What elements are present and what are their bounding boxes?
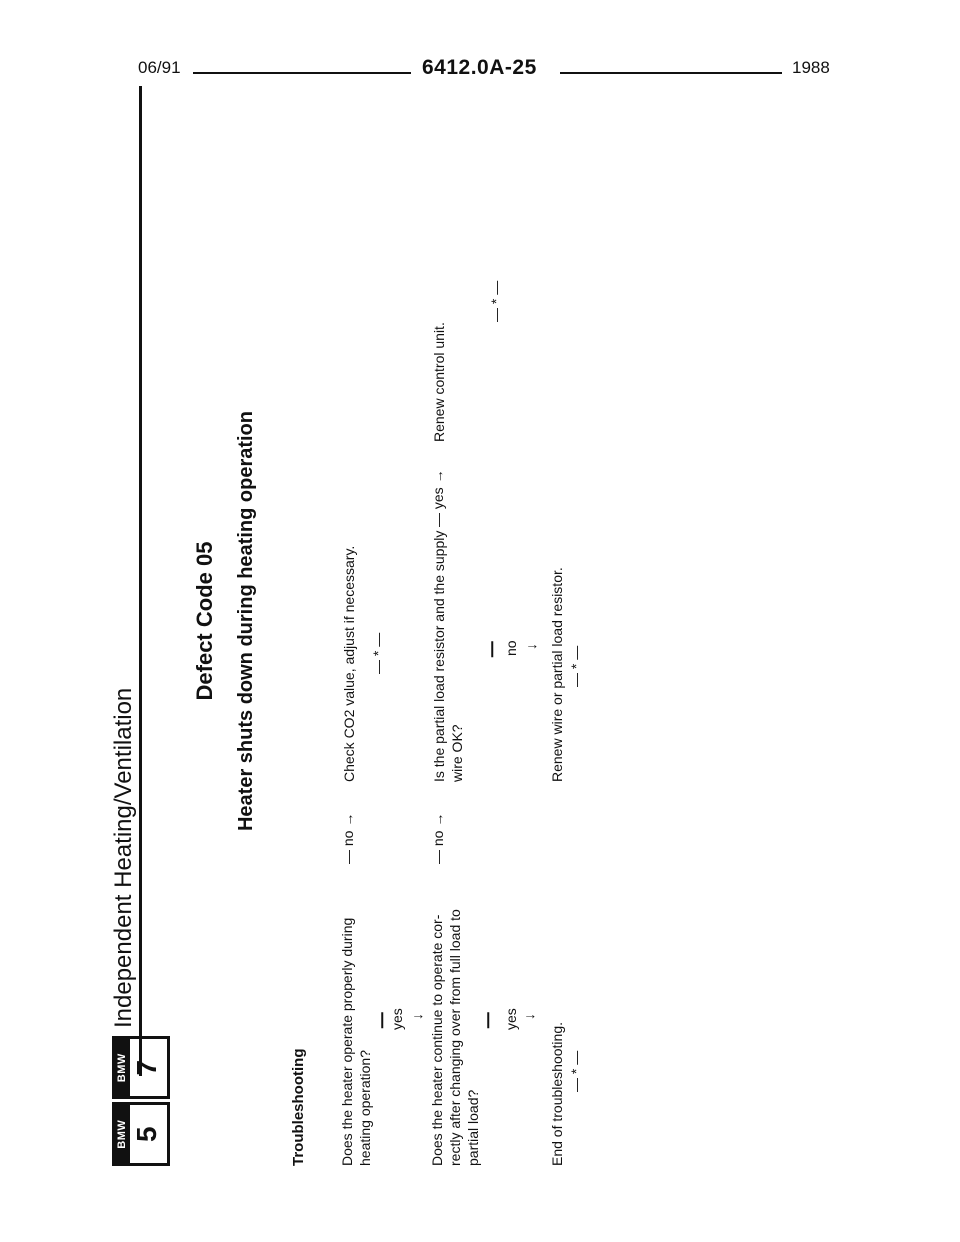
badge-brand: BMW <box>115 1106 130 1164</box>
q3-yes-arrow: — yes → <box>430 469 446 527</box>
q1-no-end-marker: — * — <box>370 632 386 674</box>
end-of-troubleshooting: End of troubleshooting. <box>549 1022 565 1166</box>
question-1 <box>338 918 374 1166</box>
q1-no-action: Check CO2 value, adjust if necessary. <box>341 545 357 782</box>
question-line: Does the heater continue to operate cor- <box>429 914 445 1166</box>
q3-yes-end-marker: — * — <box>488 280 504 322</box>
badge-series: 5 <box>131 1126 162 1143</box>
question-line: Is the partial load resistor and the supply <box>431 530 447 782</box>
q2-no-arrow: — no → <box>430 812 446 864</box>
defect-subtitle: Heater shuts down during heating operation <box>235 410 257 832</box>
question-2 <box>428 909 482 1166</box>
header-document-code: 6412.0A-25 <box>422 56 537 79</box>
q1-yes-arrow: ↓ <box>409 1013 425 1020</box>
q1-no-arrow: — no → <box>340 812 356 864</box>
series-7-badge <box>112 1036 170 1100</box>
question-line: wire OK? <box>449 724 465 782</box>
q3-no-action: Renew wire or partial load resistor. <box>549 567 565 782</box>
header-date: 06/91 <box>138 58 181 77</box>
flow-connector <box>487 1012 489 1028</box>
q2-yes-label: yes <box>503 1008 519 1030</box>
q3-no-label: no <box>503 640 519 656</box>
defect-title: Defect Code 05 <box>192 541 217 701</box>
flow-connector <box>491 641 493 657</box>
q3-no-end-marker: — * — <box>568 645 584 687</box>
bmw-series-logo <box>112 1036 170 1166</box>
question-line: rectly after changing over from full load to <box>447 909 463 1166</box>
question-line: Does the heater operate properly during <box>339 917 355 1166</box>
troubleshooting-heading: Troubleshooting <box>290 1048 307 1166</box>
question-3 <box>430 531 466 782</box>
question-line: partial load? <box>465 1089 481 1166</box>
q3-no-arrow: ↓ <box>523 643 539 650</box>
q2-yes-arrow: ↓ <box>521 1013 537 1020</box>
header-year: 1988 <box>792 58 830 77</box>
badge-series: 7 <box>131 1059 162 1076</box>
flow-connector <box>381 1012 383 1028</box>
series-5-badge <box>112 1103 170 1167</box>
badge-brand: BMW <box>115 1039 130 1097</box>
question-line: heating operation? <box>357 1050 373 1166</box>
end-marker: — * — <box>568 1050 584 1092</box>
section-title: Independent Heating/Ventilation <box>110 687 137 1028</box>
q1-yes-label: yes <box>389 1008 405 1030</box>
q3-yes-action: Renew control unit. <box>431 322 447 442</box>
